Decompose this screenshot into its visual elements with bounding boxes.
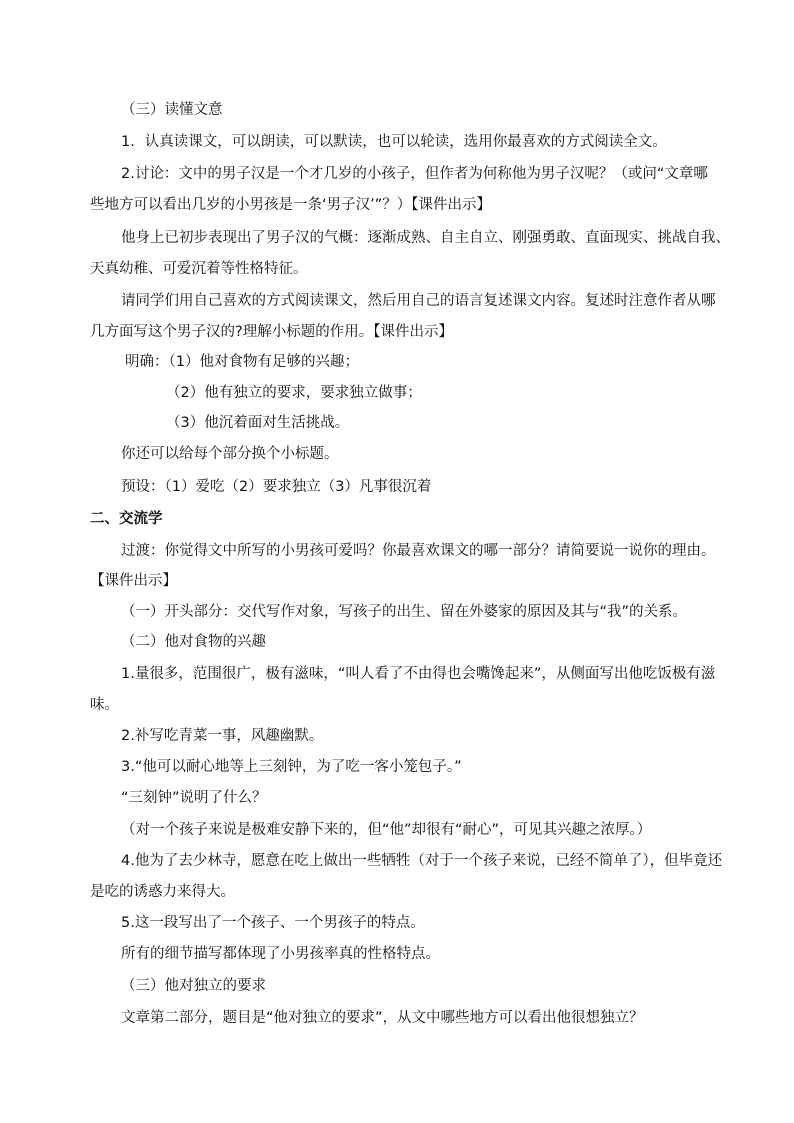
subsection-heading: （二）他对食物的兴趣 bbox=[121, 634, 266, 650]
section-heading-read-meaning: （三）读懂文意 bbox=[121, 102, 223, 118]
subsection-heading: （三）他对独立的要求 bbox=[121, 978, 266, 994]
paragraph-line: 4.他为了去少林寺，愿意在吃上做出一些牺牲（对于一个孩子来说，已经不简单了），但毕竟还 bbox=[121, 853, 723, 869]
paragraph-line: （一）开头部分：交代写作对象，写孩子的出生、留在外婆家的原因及其与“我”的关系。 bbox=[121, 604, 688, 620]
paragraph-line: 文章第二部分，题目是“他对独立的要求”，从文中哪些地方可以看出他很想独立？ bbox=[121, 1010, 644, 1026]
preset-line: 预设：（1）爱吃（2）要求独立（3）凡事很沉着 bbox=[121, 479, 432, 495]
paragraph-line: 1.量很多，范围很广，极有滋味，“叫人看了不由得也会嘴馋起来”，从侧面写出他吃饭极有滋 bbox=[121, 666, 716, 682]
paragraph-line: 你还可以给每个部分换个小标题。 bbox=[121, 446, 339, 462]
clarification-item: （3）他沉着面对生活挑战。 bbox=[166, 415, 350, 431]
paragraph-line: 5.这一段写出了一个孩子、一个男孩子的特点。 bbox=[121, 915, 425, 931]
paragraph-line: 味。 bbox=[90, 697, 119, 713]
paragraph-line: 3.“他可以耐心地等上三刻钟，为了吃一客小笼包子。” bbox=[121, 759, 462, 775]
paragraph-line: 几方面写这个男子汉的?理解小标题的作用。【课件出示】 bbox=[90, 324, 453, 340]
paragraph-line: 是吃的诱惑力来得大。 bbox=[90, 884, 235, 900]
paragraph-line: “三刻钟”说明了什么？ bbox=[121, 790, 267, 806]
paragraph-line: 1．认真读课文，可以朗读，可以默读，也可以轮读，选用你最喜欢的方式阅读全文。 bbox=[121, 134, 667, 150]
paragraph-line: 他身上已初步表现出了男子汉的气概：逐渐成熟、自主自立、刚强勇敢、直面现实、挑战自我、 bbox=[121, 230, 730, 246]
paragraph-line: 天真幼稚、可爱沉着等性格特征。 bbox=[90, 261, 308, 277]
clarification-line: 明确：（1）他对食物有足够的兴趣； bbox=[125, 354, 359, 370]
clarification-item: （2）他有独立的要求，要求独立做事； bbox=[166, 385, 422, 401]
paragraph-line: （对一个孩子来说是极难安静下来的，但“他”却很有“耐心”，可见其兴趣之浓厚。） bbox=[121, 822, 652, 838]
paragraph-line: 请同学们用自己喜欢的方式阅读课文，然后用自己的语言复述课文内容。复述时注意作者从哪 bbox=[121, 293, 716, 309]
paragraph-line: 2.补写吃青菜一事，风趣幽默。 bbox=[121, 728, 324, 744]
paragraph-line: 所有的细节描写都体现了小男孩率真的性格特点。 bbox=[121, 946, 440, 962]
paragraph-line: 些地方可以看出几岁的小男孩是一条‘男子汉’”？）【课件出示】 bbox=[90, 197, 491, 213]
paragraph-line: 【课件出示】 bbox=[90, 573, 177, 589]
paragraph-line: 过渡：你觉得文中所写的小男孩可爱吗？你最喜欢课文的哪一部分？请简要说一说你的理由。 bbox=[121, 543, 716, 559]
paragraph-line: 2.讨论：文中的男子汉是一个才几岁的小孩子，但作者为何称他为男子汉呢？（或问“文章哪 bbox=[121, 166, 708, 182]
section-heading-exchange: 二、交流学 bbox=[90, 511, 163, 527]
